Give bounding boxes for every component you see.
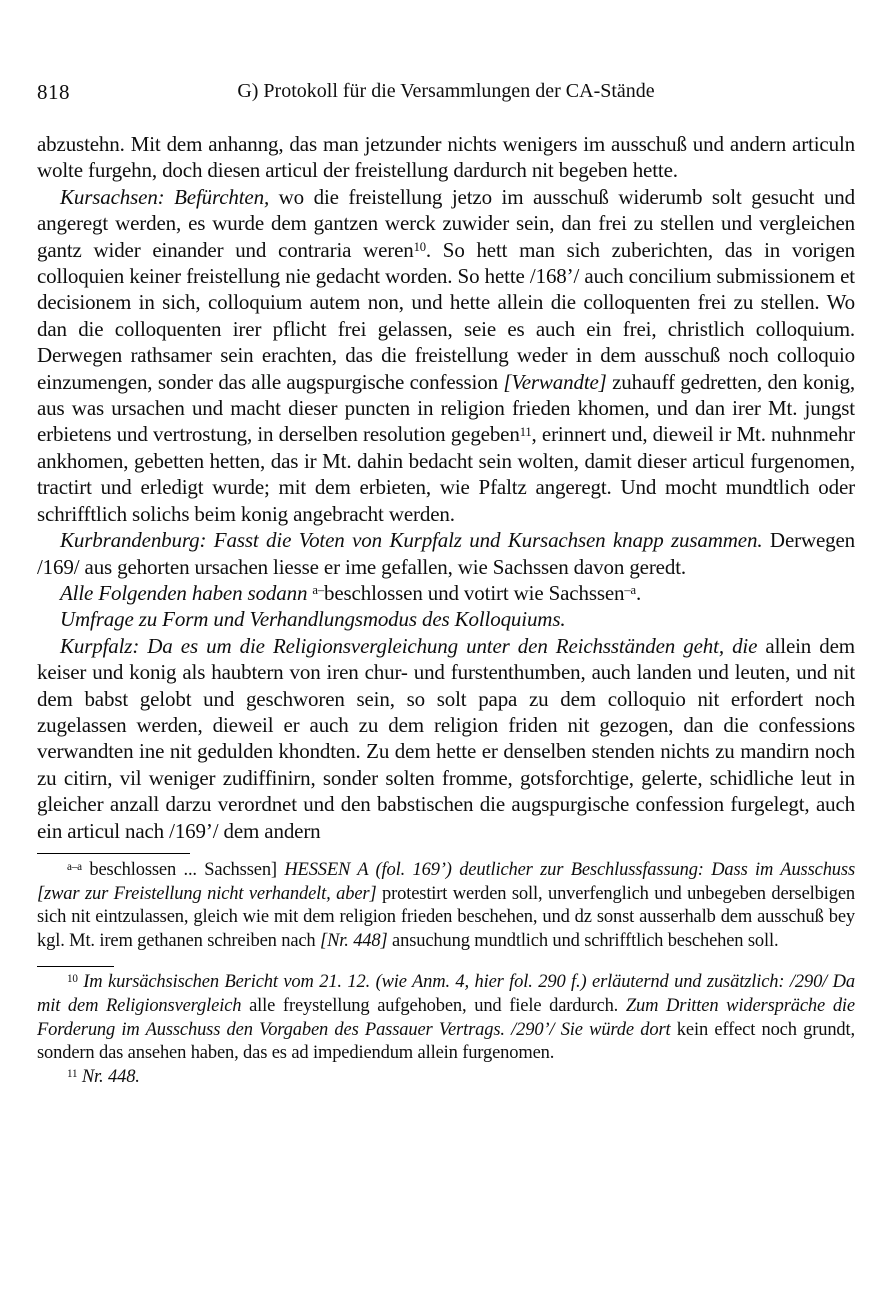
text-run: abzustehn. Mit dem anhanng, das man jetzunder nichts wenigers im ausschuß und andern articuln wolte furgehn, doch diesen articul der freistellung dardurch nit begeben hette.	[37, 132, 855, 183]
text-run: HESSEN A (fol. 169’) deutlicher zur Beschlussfassung: Dass im Ausschuss [zwar zur Freistellung nicht verhandelt, aber]	[37, 859, 856, 904]
text-run: [Nr. 448]	[320, 930, 388, 951]
body-paragraph-2	[37, 184, 855, 527]
footnote-marker: 11	[67, 1067, 78, 1080]
footnote-marker: 10	[67, 973, 78, 986]
footnote-paragraph-1	[37, 971, 855, 1065]
text-run: Derwegen /169/ aus gehorten ursachen liesse er ime gefallen, wie Sachssen davon geredt.	[37, 528, 856, 579]
footnote-marker: a–	[312, 583, 325, 598]
text-run: Kursachsen: Befürchten,	[60, 184, 270, 209]
footnote-marker: –a	[624, 583, 636, 598]
text-run: Nr. 448.	[77, 1066, 140, 1087]
body-paragraph-6	[37, 633, 855, 844]
text-run: .	[635, 580, 642, 605]
text-run: ansuchung mundtlich und schrifftlich beschehen soll.	[387, 930, 779, 951]
apparatus-note	[37, 859, 855, 953]
text-run: beschlossen ... Sachssen]	[81, 859, 285, 880]
running-title: G) Protokoll für die Versammlungen der CA-Stände	[237, 80, 655, 102]
numbered-footnotes	[37, 971, 855, 1089]
text-run: Zum Dritten widerspräche die Forderung im Ausschuss den Vorgaben des Passauer Vertrags. /290’/ Sie würde dort	[37, 995, 855, 1040]
text-run: protestirt werden soll, unverfenglich und unbegeben derselbigen sich nit eintzulassen, gleich wie mit dem religion frieden beschehen, und dz sonst ausserhalb dem ausschuß bey kgl. Mt. irem gethanen schreiben nach	[37, 883, 856, 951]
page-header	[37, 80, 855, 105]
text-run: zuhauff gedretten, den konig, aus was ursachen und macht dieser puncten in religion frieden khomen, und dan irer Mt. jungst erbietens und vertrostung, in derselben resolution gegeben	[37, 369, 856, 447]
text-run: Im kursächsischen Bericht vom 21. 12. (wie Anm. 4, hier fol. 290 f.) erläuternd und zusätzlich: /290/ Da mit dem Religionsvergleich	[37, 972, 855, 1016]
footnotes-section	[37, 853, 855, 1089]
body-paragraph-1	[37, 131, 855, 184]
footnote-separator-rule	[37, 966, 114, 967]
footnote-marker: a–a	[67, 860, 82, 873]
footnote-paragraph-2	[37, 1066, 855, 1090]
text-run: [Verwandte]	[503, 369, 607, 394]
text-run: Kurpfalz: Da es um die Religionsvergleichung unter den Reichsständen geht, die	[60, 633, 758, 658]
text-run: , erinnert und, dieweil ir Mt. nuhnmehr ankhomen, gebetten hetten, das ir Mt. dahin bedacht sein wolten, damit dieser articul furgenomen, tractirt und erledigt wurde; mit dem erbieten, wie Pfaltz angeregt. Und mocht mundtlich oder schrifftlich solichs beim konig angebracht werden.	[37, 422, 855, 526]
text-run: wo die freistellung jetzo im ausschuß widerumb solt gesucht und angeregt werden, es wurde dem gantzen werck zuwider sein, dan frei zu stellen und vergleichen gantz wider einander und contraria weren	[37, 184, 855, 262]
footnote-marker: 11	[519, 424, 532, 439]
text-run: kein effect noch grundt, sondern das ansehen haben, das es ad impediendum allein furgenomen.	[37, 1019, 855, 1064]
text-run: Umfrage zu Form und Verhandlungsmodus des Kolloquiums.	[60, 607, 566, 632]
text-run: . So hett man sich zuberichten, das in vorigen colloquien keiner freistellung nie gedacht worden. So hette /168’/ auch concilium submissionem et decisionem in sich, colloquium autem non, und hette allein die colloquenten frei zu stellen. Wo dan die colloquenten irer pflicht frei gelassen, seie es auch ein frei, christlich colloquium. Derwegen rathsamer sein erachten, das die freistellung weder in dem ausschuß noch colloquio einzumengen, sonder das alle augspurgische confession	[37, 237, 855, 394]
main-text	[37, 131, 855, 844]
text-run: alle freystellung aufgehoben, und fiele dardurch.	[241, 995, 626, 1016]
apparatus-separator-rule	[37, 853, 190, 854]
text-run: Alle Folgenden haben sodann	[60, 580, 313, 605]
page-number: 818	[37, 80, 70, 104]
text-run: beschlossen und votirt wie Sachssen	[324, 580, 625, 605]
text-run: allein dem keiser und konig als haubtern von iren chur- und furstenthumben, auch landen und leuten, und nit dem babst gelobt und geschworen sein, so solt papa zu dem colloquio nit erfordert noch zugelassen werden, dieweil er auch zu dem religion friden nit gezogen, dan die confessions verwandten ine nit gedulden khondten. Zu dem hette er denselben stenden nichts zu mandirn noch zu citirn, vil weniger zudiffinirn, sonder solten fromme, gotsforchtige, gelerte, schidliche leut in gleicher anzall darzu verordnet und den babstischen die augspurgische confession furgelegt, auch ein articul nach /169’/ dem andern	[37, 633, 855, 843]
text-run: Kurbrandenburg: Fasst die Voten von Kurpfalz und Kursachsen knapp zusammen.	[60, 528, 763, 553]
footnote-marker: 10	[413, 239, 426, 254]
body-paragraph-3	[37, 527, 855, 580]
apparatus-paragraph-1	[37, 859, 855, 953]
body-paragraph-5	[37, 606, 855, 632]
body-paragraph-4	[37, 580, 855, 606]
